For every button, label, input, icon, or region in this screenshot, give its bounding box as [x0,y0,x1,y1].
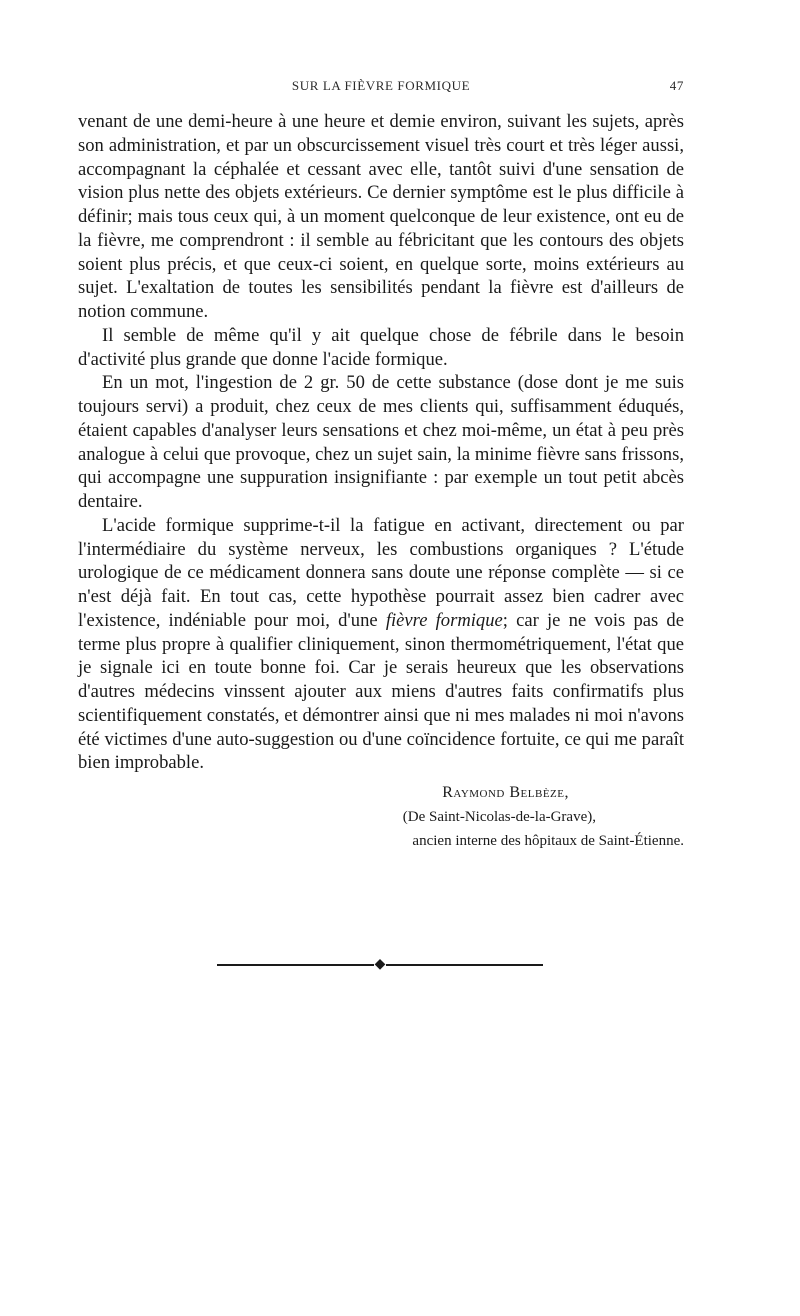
paragraph-summary: En un mot, l'ingestion de 2 gr. 50 de cette substance (dose dont je me suis toujours servi) a produit, chez ceux de mes clients qui, suffisamment éduqués, étaient capables d'analyser leurs sensations et chez moi-même, un état à peu près analogue à celui que provoque, chez un sujet sain, la minime fièvre sans frissons, qui accompagne une suppuration insignifiante : par exemple un tout petit abcès dentaire. [78,372,684,512]
section-divider [217,958,543,972]
paragraph-febrile-activity: Il semble de même qu'il y ait quelque chose de fébrile dans le besoin d'activité plus grande que donne l'acide formique. [78,324,684,370]
document-page [78,0,684,1316]
diamond-ornament-icon: ◆ [374,957,386,972]
running-title: SUR LA FIÈVRE FORMIQUE [291,78,471,93]
running-header [78,78,684,100]
author-name: Raymond Belbèze, [442,784,569,801]
conclusion-text-end: ; car je ne vois pas de terme plus propre à qualifier cliniquement, sinon thermométriquement, l'état que je signale ici en toute bonne foi. Car je serais heureux que les observations d'autres médecins vinssent ajouter aux miens d'autres faits confirmatifs plus scientifiquement constatés, et démontrer ainsi que ni mes malades ni moi n'avons été victimes d'une auto-suggestion ou d'une coïncidence fortuite, ce qui me paraît bien improbable. [78,609,684,774]
author-place: (De Saint-Nicolas-de-la-Grave), [402,809,596,825]
conclusion-text-start: L'acide formique supprime-t-il la fatigue en activant, directement ou par l'intermédiaire du système nerveux, les combustions organiques ? L'étude urologique de ce médicament donnera sans doute une réponse complète — si ce n'est déjà fait. En tout cas, cette hypothèse pourrait assez bien cadrer avec l'existence, indéniable pour moi, d'une [78,514,684,631]
paragraph-conclusion [78,514,684,775]
author-title: ancien interne des hôpitaux de Saint-Étienne. [412,833,684,849]
divider-line-right [386,964,543,966]
divider-line-left [217,964,374,966]
signature-block [78,781,684,853]
italic-term: fièvre formique [385,609,503,631]
paragraph-continuation: venant de une demi-heure à une heure et demie environ, suivant les sujets, après son administration, et par un obscurcissement visuel très court et très léger aussi, accompagnant la céphalée et cessant avec elle, tantôt suivi d'une sensation de vision plus nette des objets extérieurs. Ce dernier symptôme est le plus difficile à définir; mais tous ceux qui, à un moment quelconque de leur existence, ont eu de la fièvre, me comprendront : il semble au fébricitant que les contours des objets soient plus précis, et que ceux-ci soient, en quelque sorte, moins extérieurs au sujet. L'exaltation de toutes les sensibilités pendant la fièvre est d'ailleurs de notion commune. [78,111,684,322]
article-body [78,110,684,775]
page-number: 47 [669,78,684,93]
